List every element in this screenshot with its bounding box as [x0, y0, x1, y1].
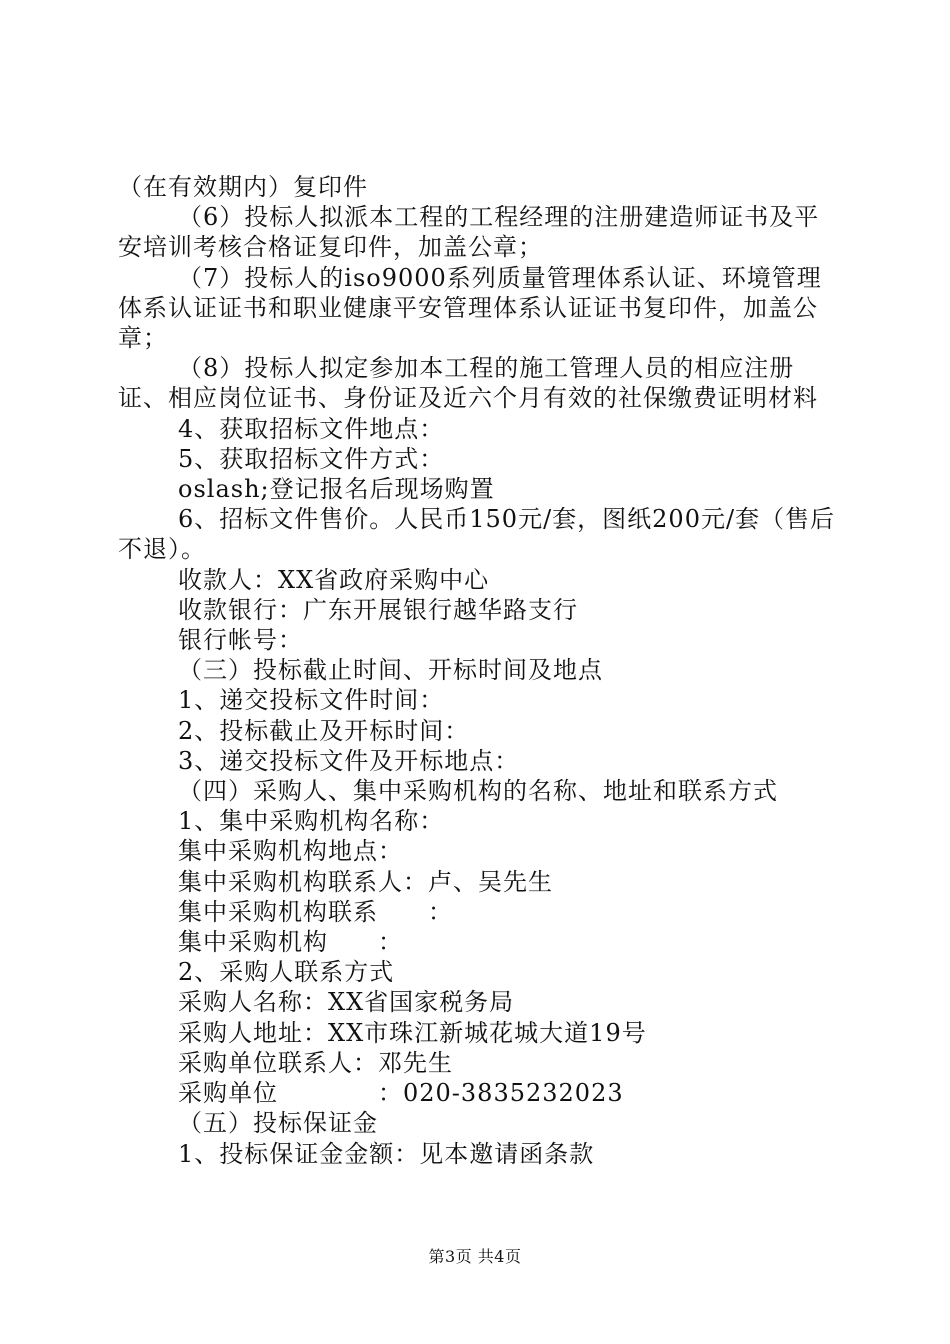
- paragraph-agency-name: 1、集中采购机构名称：: [178, 807, 445, 836]
- paragraph-purchaser-contact-heading: 2、采购人联系方式: [178, 958, 395, 987]
- paragraph-purchaser-address: 采购人地址：XX市珠江新城花城大道19号: [178, 1018, 647, 1047]
- page-footer: [0, 1244, 950, 1267]
- paragraph-agency-contact-person: 集中采购机构联系人：卢、吴先生: [178, 867, 553, 896]
- paragraph-agency-location: 集中采购机构地点：: [178, 837, 403, 866]
- paragraph-purchaser-contact-person: 采购单位联系人：邓先生: [178, 1048, 453, 1077]
- paragraph-registration: oslash;登记报名后现场购置: [178, 475, 495, 504]
- paragraph-obtain-location: 4、获取招标文件地点：: [178, 414, 445, 443]
- section-heading-deposit: （五）投标保证金: [178, 1109, 378, 1138]
- paragraph-item-7: （7）投标人的iso9000系列质量管理体系认证、环境管理体系认证证书和职业健康平安管理体系认证证书复印件，加盖公章；: [118, 263, 822, 353]
- paragraph-purchaser-name: 采购人名称：XX省国家税务局: [178, 988, 515, 1017]
- paragraph-opening-time: 2、投标截止及开标时间：: [178, 716, 470, 745]
- paragraph-purchaser-phone: 采购单位 ：020-3835232023: [178, 1079, 624, 1108]
- paragraph-agency-contact: 集中采购机构联系 ：: [178, 897, 453, 926]
- paragraph-item-6: （6）投标人拟派本工程的工程经理的注册建造师证书及平安培训考核合格证复印件，加盖公章；: [118, 203, 820, 262]
- paragraph-bank-account: 银行帐号：: [178, 626, 303, 655]
- paragraph-payee: 收款人：XX省政府采购中心: [178, 565, 490, 594]
- section-heading-contacts: （四）采购人、集中采购机构的名称、地址和联系方式: [178, 777, 778, 806]
- paragraph-validity-copy: （在有效期内）复印件: [118, 173, 368, 201]
- paragraph-item-8: （8）投标人拟定参加本工程的施工管理人员的相应注册证、相应岗位证书、身份证及近六个月有效的社保缴费证明材料: [118, 354, 818, 413]
- paragraph-deposit-amount: 1、投标保证金金额：见本邀请函条款: [178, 1139, 595, 1168]
- paragraph-agency-other: 集中采购机构 ：: [178, 928, 403, 957]
- page-number-label: 第3页 共4页: [428, 1247, 522, 1266]
- paragraph-opening-location: 3、递交投标文件及开标地点：: [178, 746, 520, 775]
- paragraph-bank: 收款银行：广东开展银行越华路支行: [178, 595, 578, 624]
- paragraph-submission-time: 1、递交投标文件时间：: [178, 686, 445, 715]
- paragraph-document-price: 6、招标文件售价。人民币150元/套，图纸200元/套（售后不退）。: [118, 505, 836, 564]
- paragraph-obtain-method: 5、获取招标文件方式：: [178, 444, 445, 473]
- section-heading-deadline: （三）投标截止时间、开标时间及地点: [178, 656, 603, 685]
- document-body: [118, 172, 838, 1169]
